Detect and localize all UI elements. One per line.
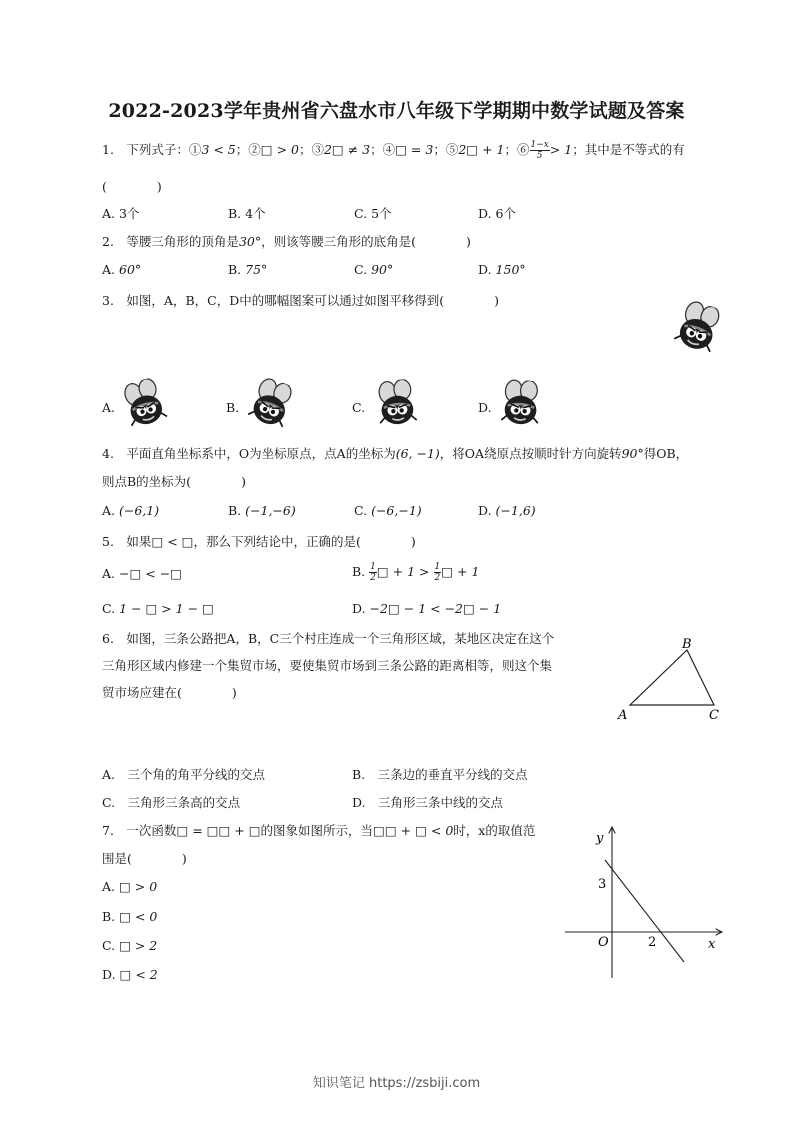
- q7-condition: □□ + □ < 0: [373, 823, 454, 838]
- q4-option-c: C. (−6,−1): [354, 503, 422, 518]
- q7-option-c: C. □ > 2: [102, 938, 158, 953]
- q1-expr-4: □ = 3: [395, 142, 434, 157]
- x-axis-label: x: [708, 937, 716, 952]
- q6-option-b: B. 三条边的垂直平分线的交点: [352, 767, 528, 782]
- q1-option-a: A. 3个: [102, 206, 140, 221]
- q4-angle: 90°: [621, 446, 644, 461]
- q6-option-d: D. 三角形三条中线的交点: [352, 795, 504, 810]
- y-axis-label: y: [596, 831, 604, 846]
- question-5-stem: 5. 如果□ < □，那么下列结论中，正确的是( ): [102, 534, 416, 549]
- question-7-stem: 7. 一次函数□ = □□ + □的图象如图所示，当□□ + □ < 0时，x的取值范: [102, 823, 536, 838]
- q1-expr-2: □ > 0: [260, 142, 299, 157]
- label-c: C: [709, 708, 719, 723]
- q1-sep: ；④: [370, 142, 396, 157]
- q5-option-a: A. −□ < −□: [102, 566, 182, 581]
- q1-expr-1: 3 < 5: [201, 142, 236, 157]
- question-7-stem-cont: 围是( ): [102, 851, 187, 866]
- q1-fraction: $\frac{1-x}{5}$: [530, 140, 549, 161]
- page-title: 2022-2023学年贵州省六盘水市八年级下学期期中数学试题及答案: [108, 100, 685, 122]
- linear-function-graph: [560, 822, 730, 984]
- q1-option-d: D. 6个: [478, 206, 516, 221]
- q5-condition: □ < □: [151, 534, 194, 549]
- q3-option-b: B.: [226, 400, 240, 415]
- q3-option-c: C.: [352, 400, 366, 415]
- y-intercept-label: 3: [598, 877, 607, 892]
- q6-option-a: A. 三个角的角平分线的交点: [102, 767, 266, 782]
- q1-sep: ；⑤: [433, 142, 459, 157]
- q1-sep: ；⑥: [504, 142, 530, 157]
- footer-watermark: 知识笔记 https://zsbiji.com: [312, 1076, 481, 1091]
- q5-option-c: C. 1 − □ > 1 − □: [102, 601, 214, 616]
- question-2-stem: 2. 等腰三角形的顶角是30°，则该等腰三角形的底角是( ): [102, 234, 471, 249]
- q1-text: 1. 下列式子：①: [102, 142, 202, 157]
- bee-option-d-icon: [494, 378, 548, 432]
- question-3-stem: 3. 如图，A，B，C，D中的哪幅图案可以通过如图平移得到( ): [102, 293, 499, 308]
- q7-option-b: B. □ < 0: [102, 909, 158, 924]
- question-6-line-3: 贸市场应建在( ): [102, 685, 237, 700]
- q1-option-c: C. 5个: [354, 206, 392, 221]
- q5-option-d: D. −2□ − 1 < −2□ − 1: [352, 601, 502, 616]
- triangle-abc: [630, 650, 714, 705]
- q1-expr-5: 2□ + 1: [458, 142, 505, 157]
- q1-sep: ；③: [298, 142, 324, 157]
- q1-text: ；其中是不等式的有: [572, 142, 685, 157]
- q1-option-b: B. 4个: [228, 206, 266, 221]
- bee-reference-icon: [665, 296, 732, 363]
- question-1-stem: [102, 140, 685, 161]
- origin-label: O: [598, 935, 609, 950]
- question-4-stem: 4. 平面直角坐标系中，O为坐标原点，点A的坐标为(6, −1)，将OA绕原点按顺时针方向旋转90°得OB，: [102, 446, 689, 461]
- q4-option-d: D. (−1,6): [478, 503, 536, 518]
- q7-option-a: A. □ > 0: [102, 879, 158, 894]
- q6-option-c: C. 三角形三条高的交点: [102, 795, 241, 810]
- q4-option-a: A. (−6,1): [102, 503, 160, 518]
- q1-answer-paren: ( ): [102, 179, 162, 194]
- bee-option-b-icon: [239, 373, 303, 437]
- q4-option-b: B. (−1,−6): [228, 503, 296, 518]
- question-6-line-1: 6. 如图，三条公路把A，B，C三个村庄连成一个三角形区域，某地区决定在这个: [102, 631, 555, 646]
- q2-option-b: B. 75°: [228, 262, 268, 277]
- q3-option-d: D.: [478, 400, 492, 415]
- function-line: [605, 860, 684, 962]
- q2-option-c: C. 90°: [354, 262, 394, 277]
- q4-point-a: (6, −1): [395, 446, 440, 461]
- label-a: A: [618, 708, 628, 723]
- question-4-stem-cont: 则点B的坐标为( ): [102, 474, 246, 489]
- bee-option-a-icon: [114, 374, 175, 435]
- q2-option-a: A. 60°: [102, 262, 142, 277]
- bee-option-c-icon: [370, 378, 424, 432]
- question-6-line-2: 三角形区域内修建一个集贸市场，要使集贸市场到三条公路的距离相等，则这个集: [102, 658, 553, 673]
- q2-angle: 30°: [238, 234, 262, 249]
- q2-option-d: D. 150°: [478, 262, 526, 277]
- x-intercept-label: 2: [648, 935, 657, 950]
- q1-sep: ；②: [235, 142, 261, 157]
- q1-expr-3: 2□ ≠ 3: [323, 142, 371, 157]
- q7-option-d: D. □ < 2: [102, 967, 158, 982]
- triangle-diagram: [614, 634, 734, 726]
- label-b: B: [682, 637, 692, 652]
- q3-option-a: A.: [102, 400, 116, 415]
- q5-option-b: B. $\frac{1}{2}$ □ + 1 > $\frac{1}{2}$ □ + 1: [352, 562, 480, 583]
- q1-expr-6: > 1: [549, 142, 573, 157]
- q7-function: □ = □□ + □: [176, 823, 261, 838]
